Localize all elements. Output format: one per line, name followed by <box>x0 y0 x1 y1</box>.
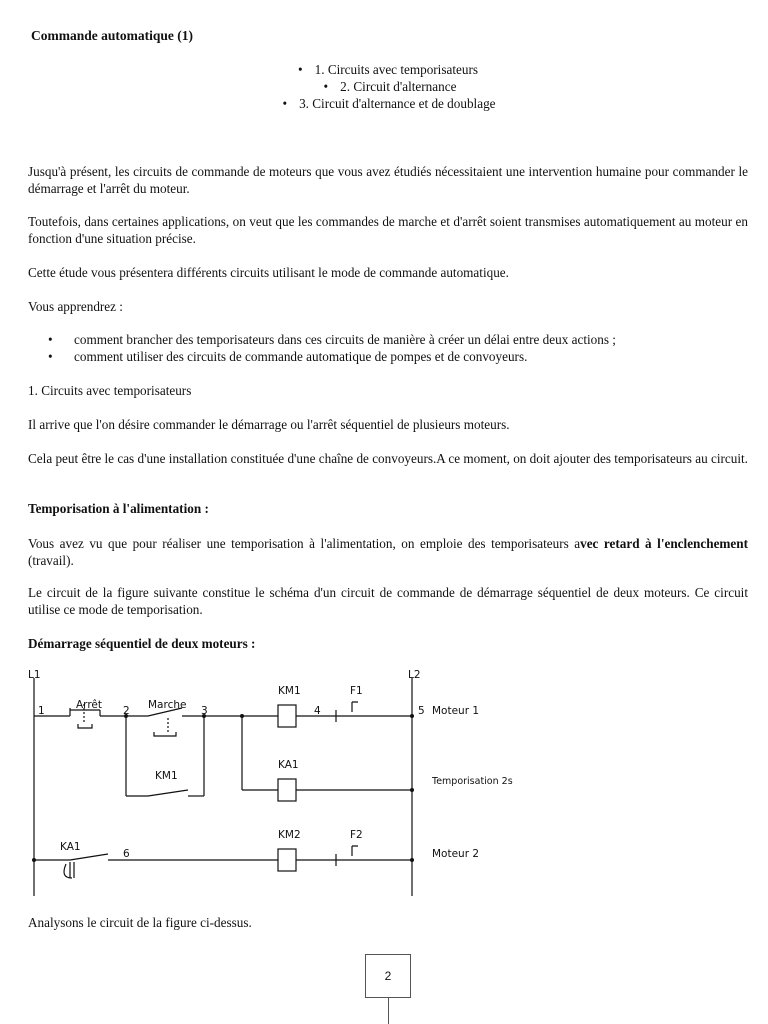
heading-temporisation: Temporisation à l'alimentation : <box>28 501 209 516</box>
toc-item[interactable]: • 1. Circuits avec temporisateurs <box>298 62 478 77</box>
page-number: 2 <box>365 954 411 998</box>
section-heading: 1. Circuits avec temporisateurs <box>28 383 192 398</box>
ka1-coil <box>278 779 296 801</box>
km2-coil-label: KM2 <box>278 829 301 841</box>
junction-node <box>410 714 414 718</box>
node-label: 1 <box>38 705 45 717</box>
km2-coil <box>278 849 296 871</box>
list-item: • comment utiliser des circuits de commande automatique de pompes et de convoyeurs. <box>28 348 748 365</box>
ka1-contact-label: KA1 <box>60 841 81 853</box>
node-label: 5 <box>418 705 425 717</box>
paragraph-study: Cette étude vous présentera différents circuits utilisant le mode de commande automatique. <box>28 265 509 280</box>
toc-item[interactable]: • 3. Circuit d'alternance et de doublage <box>282 96 496 111</box>
marche-label: Marche <box>148 699 187 711</box>
moteur1-label: Moteur 1 <box>432 705 480 717</box>
node-label: 3 <box>201 705 208 717</box>
l1-label: L1 <box>28 669 41 681</box>
paragraph-sequential: Il arrive que l'on désire commander le démarrage ou l'arrêt séquentiel de plusieurs moteurs. <box>28 417 510 432</box>
km1-hold-contact <box>148 790 188 796</box>
node-label: 2 <box>123 705 130 717</box>
table-of-contents <box>0 61 768 112</box>
km1-coil-label: KM1 <box>278 685 301 697</box>
page-title: Commande automatique (1) <box>31 28 193 43</box>
paragraph-conveyor: Cela peut être le cas d'une installation constituée d'une chaîne de convoyeurs.A ce moment, on doit ajouter des temporisateurs au circuit. <box>28 451 748 466</box>
circuit-diagram <box>20 664 520 900</box>
heading-demarrage: Démarrage séquentiel de deux moteurs : <box>28 636 256 651</box>
paragraph-figure: Le circuit de la figure suivante constitue le schéma d'un circuit de commande de démarrage séquentiel de deux moteurs. Ce circuit utilise ce mode de temporisation. <box>28 585 748 617</box>
page-number-tail <box>388 997 389 1024</box>
junction-node <box>32 858 36 862</box>
paragraph-intro: Jusqu'à présent, les circuits de commande de moteurs que vous avez étudiés nécessitaient une intervention humaine pour commander le démarrage et l'arrêt du moteur. <box>28 164 748 196</box>
paragraph-automatic: Toutefois, dans certaines applications, on veut que les commandes de marche et d'arrêt soient transmises automatiquement au moteur en fonction d'une situation précise. <box>28 214 748 246</box>
moteur2-label: Moteur 2 <box>432 848 480 860</box>
f1-label: F1 <box>350 685 363 697</box>
paragraph-learn: Vous apprendrez : <box>28 299 123 314</box>
paragraph-analyse: Analysons le circuit de la figure ci-dessus. <box>28 915 252 930</box>
node-label: 6 <box>123 848 130 860</box>
km1-contact-label: KM1 <box>155 770 178 782</box>
ka1-timer-contact <box>70 854 108 860</box>
junction-node <box>410 788 414 792</box>
paragraph-delay: Vous avez vu que pour réaliser une temporisation à l'alimentation, on emploie des temporisateurs avec retard à l'enclenchement (travail). <box>28 536 748 568</box>
l2-label: L2 <box>408 669 421 681</box>
toc-item[interactable]: • 2. Circuit d'alternance <box>323 79 457 94</box>
list-item: • comment brancher des temporisateurs dans ces circuits de manière à créer un délai entre deux actions ; <box>28 331 748 348</box>
bullet-list <box>28 331 748 365</box>
arret-label: Arrêt <box>76 699 102 711</box>
ka1-coil-label: KA1 <box>278 759 299 771</box>
node-label: 4 <box>314 705 321 717</box>
km1-coil <box>278 705 296 727</box>
junction-node <box>240 714 244 718</box>
f2-label: F2 <box>350 829 363 841</box>
junction-node <box>410 858 414 862</box>
tempo-label: Temporisation 2s <box>432 776 513 787</box>
